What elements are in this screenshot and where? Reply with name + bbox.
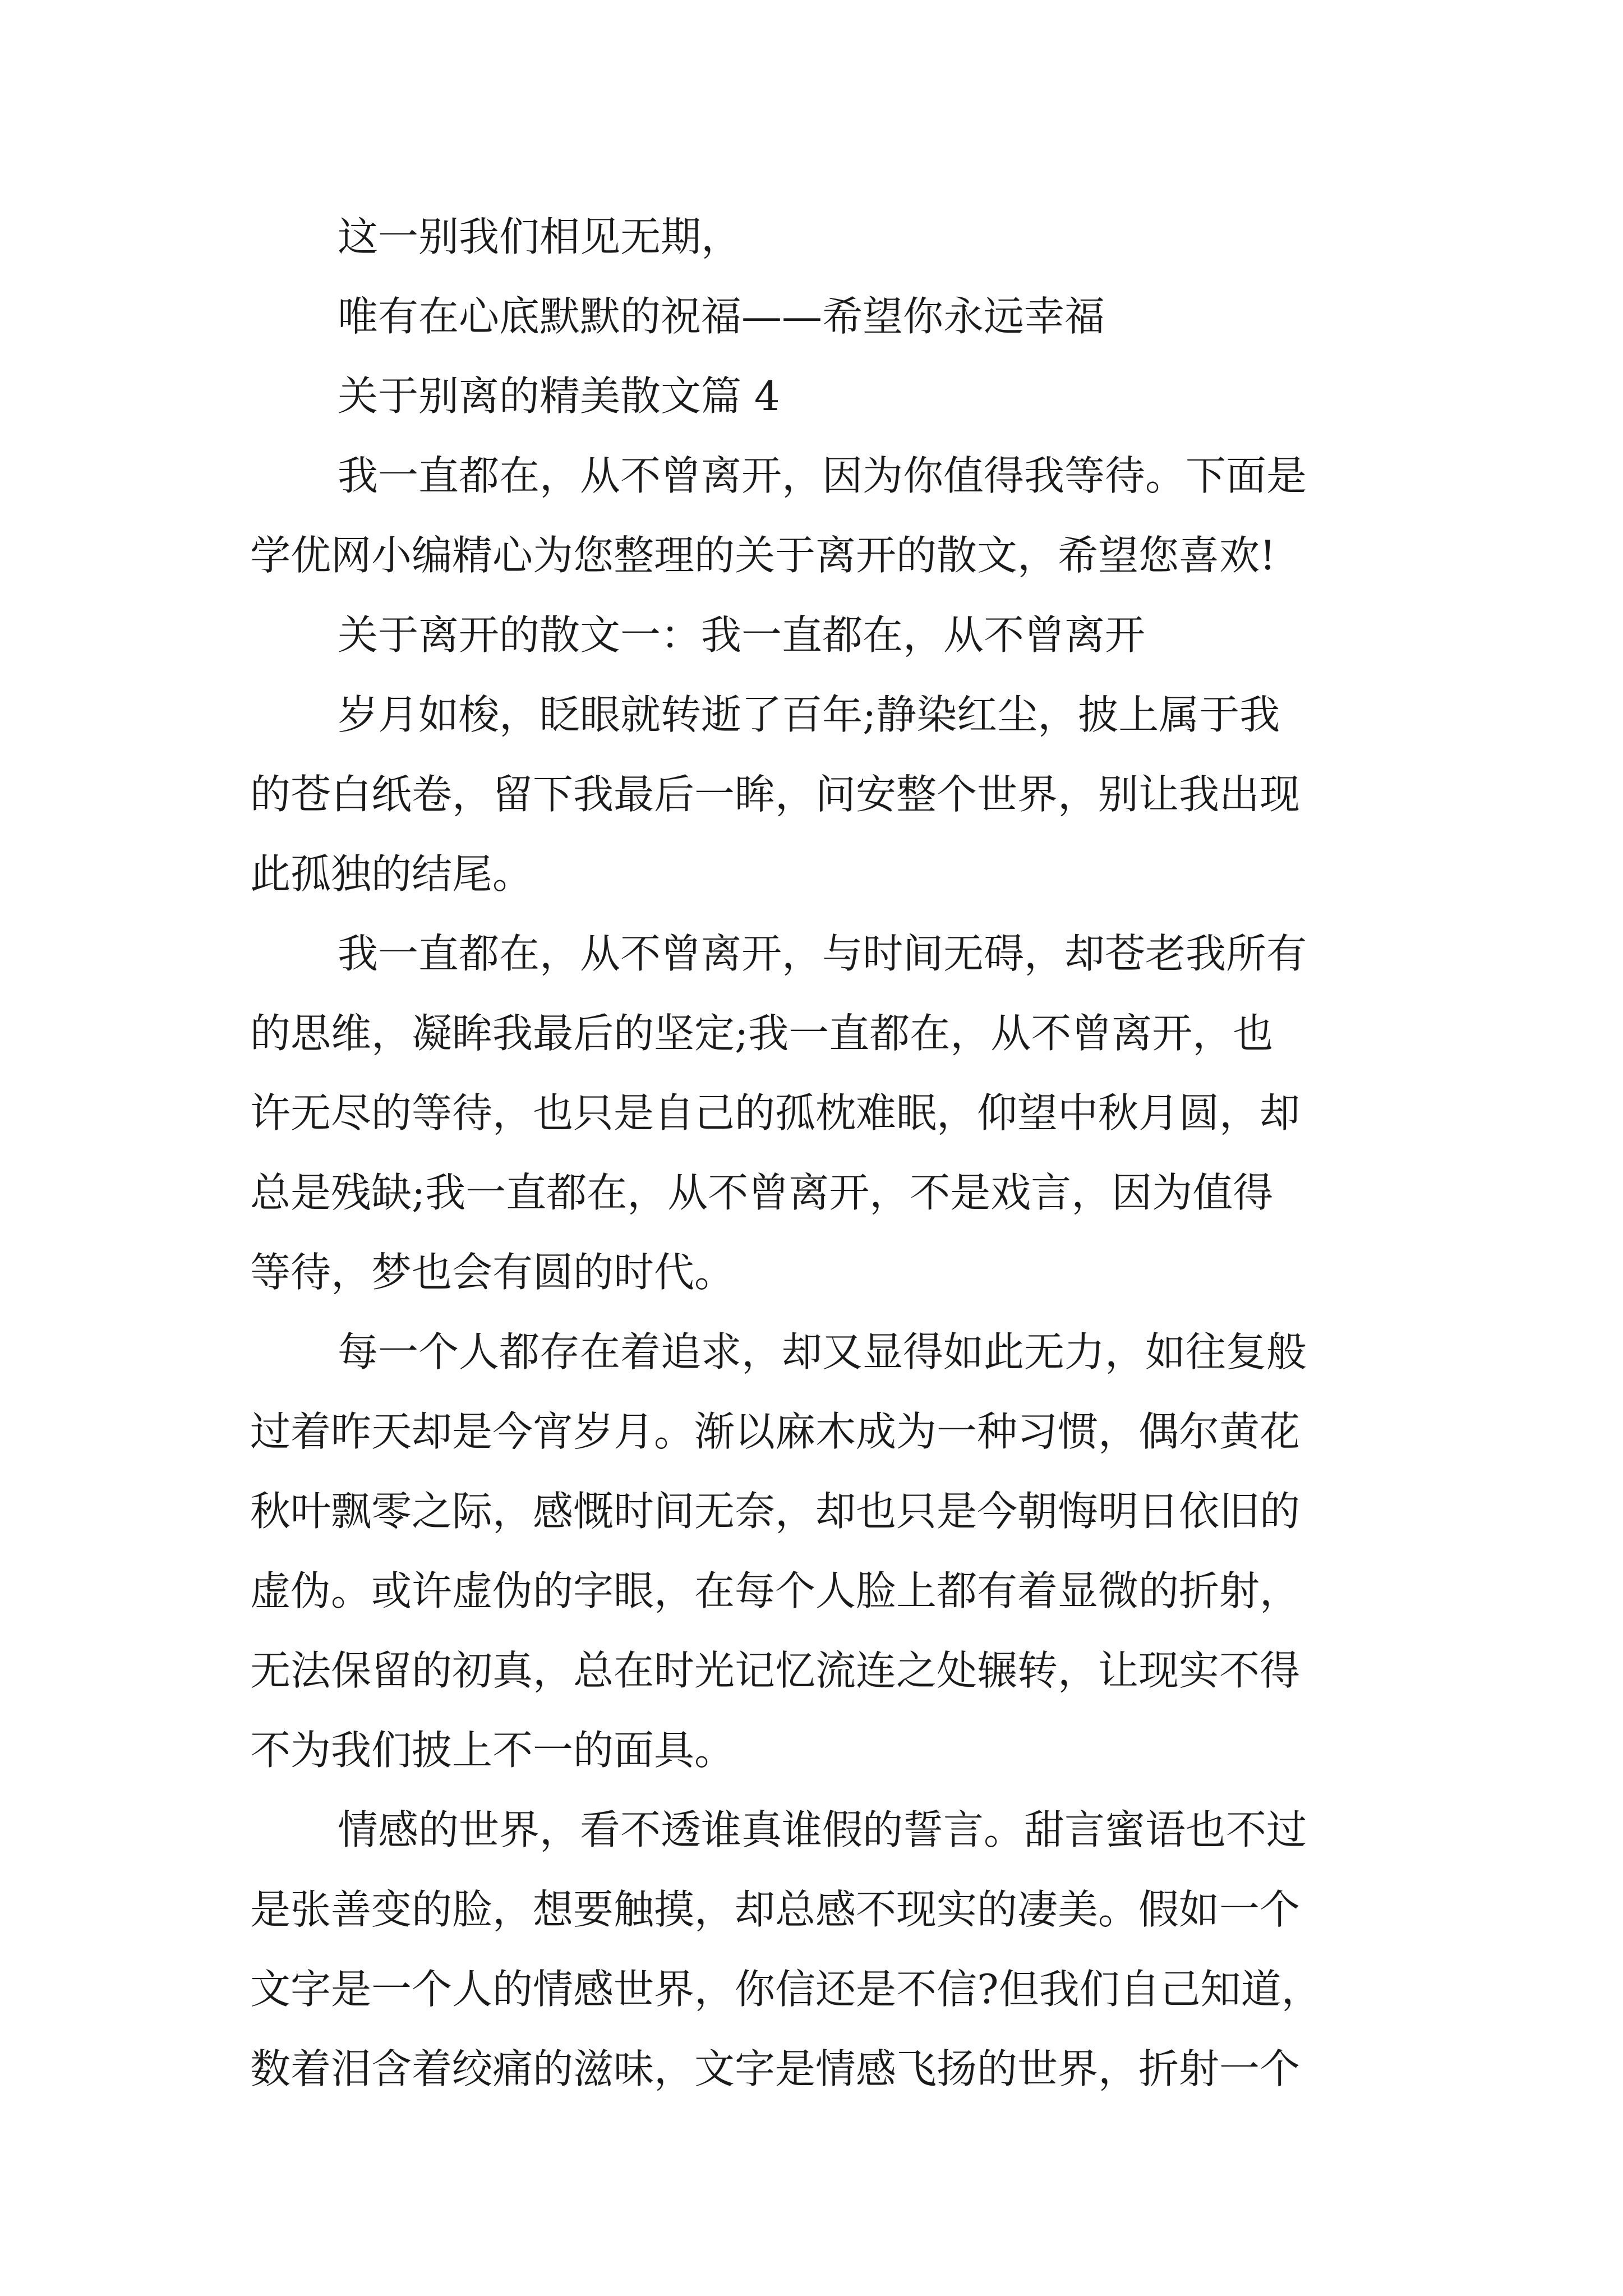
text-line: 文字是一个人的情感世界，你信还是不信?但我们自己知道， [250,1966,1322,2013]
text-line: 学优网小编精心为您整理的关于离开的散文，希望您喜欢! [250,532,1276,579]
text-line: 许无尽的等待，也只是自己的孤枕难眠，仰望中秋月圆，却 [250,1089,1301,1137]
text-line: 的苍白纸卷，留下我最后一眸，问安整个世界，别让我出现 [250,771,1301,818]
text-line: 数着泪含着绞痛的滋味，文字是情感飞扬的世界，折射一个 [250,2045,1301,2092]
text-line: 秋叶飘零之际，感慨时间无奈，却也只是今朝悔明日依旧的 [250,1488,1301,1535]
text-line: 是张善变的脸，想要触摸，却总感不现实的凄美。假如一个 [250,1886,1301,1933]
section-heading: 关于别离的精美散文篇 4 [338,372,780,420]
text-line: 无法保留的初真，总在时光记忆流连之处辗转，让现实不得 [250,1647,1301,1694]
text-line: 我一直都在，从不曾离开，与时间无碍，却苍老我所有 [338,930,1307,977]
text-line: 总是残缺;我一直都在，从不曾离开，不是戏言，因为值得 [250,1169,1274,1216]
text-line: 情感的世界，看不透谁真谁假的誓言。甜言蜜语也不过 [338,1806,1307,1853]
text-line: 我一直都在，从不曾离开，因为你值得我等待。下面是 [338,452,1307,499]
text-line: 唯有在心底默默的祝福——希望你永远幸福 [338,293,1105,340]
text-line: 等待，梦也会有圆的时代。 [250,1249,735,1296]
text-line: 的思维，凝眸我最后的坚定;我一直都在，从不曾离开，也 [250,1010,1274,1057]
text-line: 此孤独的结尾。 [250,850,533,898]
text-line: 岁月如梭，眨眼就转逝了百年;静染红尘，披上属于我 [338,691,1280,738]
subheading: 关于离开的散文一：我一直都在，从不曾离开 [338,611,1146,659]
text-line: 不为我们披上不一的面具。 [250,1727,735,1774]
text-line: 过着昨天却是今宵岁月。渐以麻木成为一种习惯，偶尔黄花 [250,1408,1301,1455]
text-line: 每一个人都存在着追求，却又显得如此无力，如往复般 [338,1328,1307,1375]
text-line: 这一别我们相见无期， [338,213,742,260]
text-line: 虚伪。或许虚伪的字眼，在每个人脸上都有着显微的折射， [250,1567,1301,1614]
